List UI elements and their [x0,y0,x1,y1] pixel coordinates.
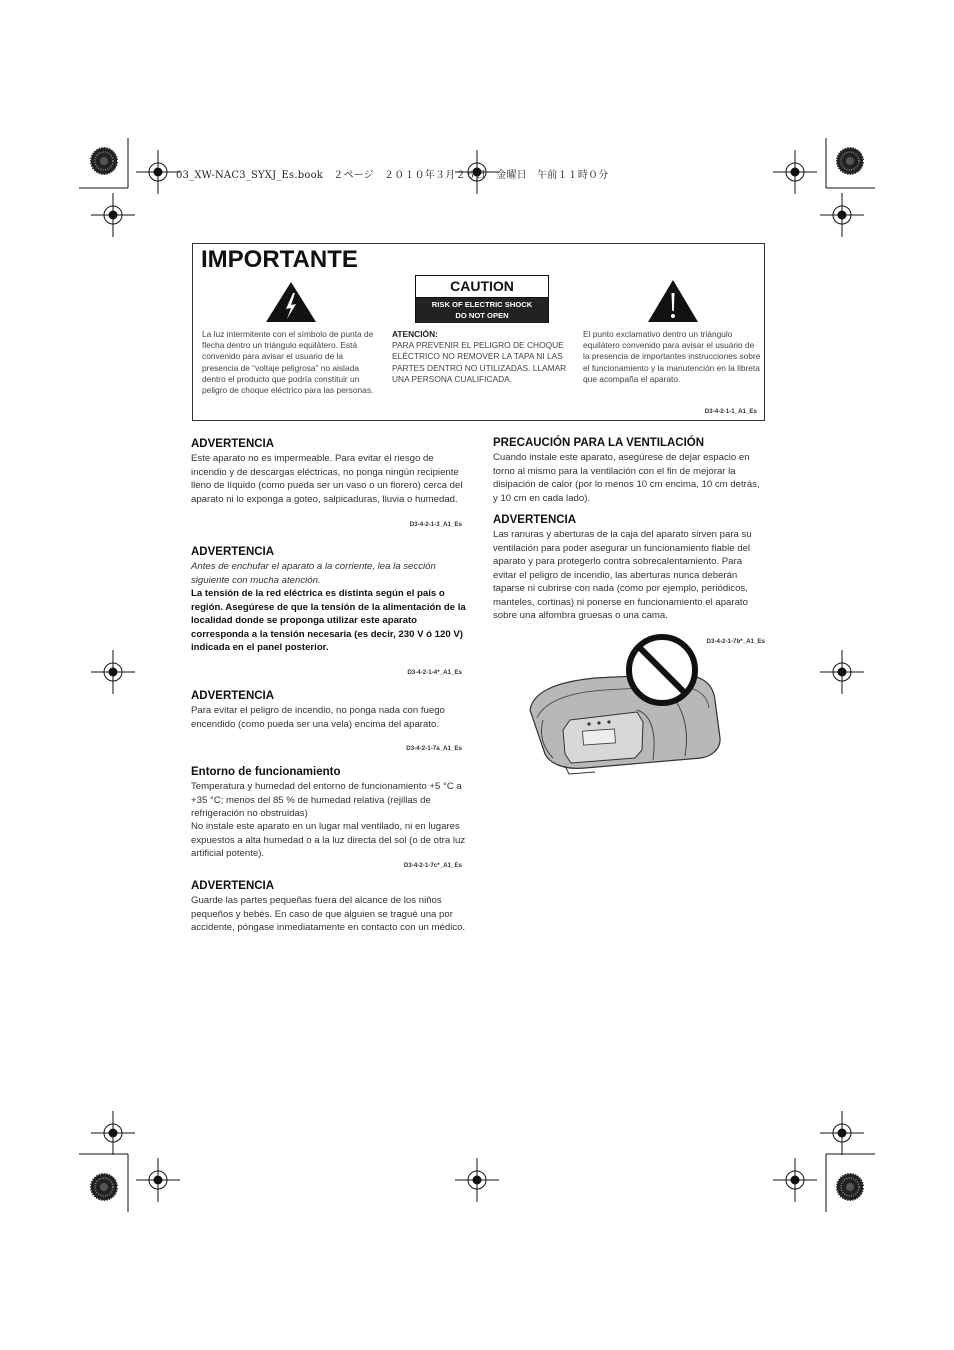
attention-text: PARA PREVENIR EL PELIGRO DE CHOQUE ELÉCTRICO NO REMOVER LA TAPA NI LAS PARTES DENTRO NO UTILIZADAS. LLAMAR UNA PERSONA CUALIFICADA. [392,340,567,384]
caution-subtitle [416,298,548,323]
ventilation-illustration [525,630,727,775]
left-s2-heading: ADVERTENCIA [191,546,275,558]
print-header: 03_XW-NAC3_SYXJ_Es.book ２ページ ２０１０年３月２６日 金曜日 午前１１時０分 [176,170,609,181]
left-s2-bold: La tensión de la red eléctrica es distinta según el país o región. Asegúrese de que la tensión de la alimentación de la localidad donde se proponga utilizar este aparato corresponda a la tensión necesaria (es decir, 230 V ó 120 V) indicada en el panel posterior. [191,588,466,653]
left-s4-text1: Temperatura y humedad del entorno de funcionamiento +5 °C a +35 °C; menos del 85 % de humedad relativa (rejillas de refrigeración no obstruidas) [191,781,462,819]
lightning-warning-icon [265,281,317,323]
left-s2-code: D3-4-2-1-4*_A1_Es [407,669,462,676]
left-s5-text: Guarde las partes pequeñas fuera del alcance de los niños pequeños y bebés. En caso de que alguien se tragué una por accidente, póngase inmediatamente en contacto con un médico. [191,895,466,933]
left-s5-heading: ADVERTENCIA [191,880,275,892]
left-s3-heading: ADVERTENCIA [191,690,275,702]
caution-title: CAUTION [416,276,548,298]
attention-block [392,329,570,385]
right-s1-text: Cuando instale este aparato, asegúrese de dejar espacio en torno al mismo para la ventilación con el fin de mejorar la disipación de calor (por lo menos 10 cm encima, 10 cm detrás, y 10 cm en cada lado). [493,452,760,504]
left-s1-heading: ADVERTENCIA [191,438,275,450]
right-s2-text: Las ranuras y aberturas de la caja del aparato sirven para su ventilación para poder asegurar un funcionamiento fiable del aparato y para protegerlo contra sobrecalentamiento. Para evitar el peligro de incendio, las aberturas nunca deberán taparse ni cubrirse con nada (como por ejemplo, periódicos, manteles, cortinas) ni ponerse en funcionamiento el aparato sobre una alfombra gruesas o una cama. [493,529,752,621]
left-s2-italic: Antes de enchufar el aparato a la corriente, lea la sección siguiente con mucha atención. [191,561,436,586]
exclamation-description: El punto exclamativo dentro un triángulo equilátero convenido para avisar el usuário de la presencia de importantes instrucciones sobre el funcionamiento y la manutención en la libreta que acompaña el aparato. [583,329,761,384]
left-s4-code: D3-4-2-1-7c*_A1_Es [403,862,462,869]
caution-sub-line2: DO NOT OPEN [455,310,509,320]
right-s2-heading: ADVERTENCIA [493,514,577,526]
right-s2-code: D3-4-2-1-7b*_A1_Es [706,638,765,645]
importante-code: D3-4-2-1-1_A1_Es [704,408,757,415]
right-s1-heading: PRECAUCIÓN PARA LA VENTILACIÓN [493,437,705,449]
caution-label [415,275,549,323]
lightning-description: La luz intermitente con el símbolo de punta de flecha dentro un triángulo equilátero. Está convenido para avisar el usuario de la presencia de “voltaje peligrosa” no aislada dentro el producto que podría constituir un peligro de choque eléctrico para las personas. [202,329,374,396]
exclamation-warning-icon [647,279,699,323]
left-s1-code: D3-4-2-1-3_A1_Es [409,521,462,528]
left-s4-heading: Entorno de funcionamiento [191,766,341,778]
left-s1-text: Este aparato no es impermeable. Para evitar el riesgo de incendio y de descargas eléctricas, no ponga ningún recipiente lleno de líquido (como pueda ser un vaso o un florero) cerca del aparato ni lo exponga a goteo, salpicaduras, lluvia o humedad. [191,453,463,505]
left-s3-text: Para evitar el peligro de incendio, no ponga nada con fuego encendido (como pueda ser una vela) encima del aparato. [191,705,445,730]
attention-heading: ATENCIÓN: [392,329,438,339]
left-s4-text2: No instale este aparato en un lugar mal ventilado, ni en lugares expuestos a alta humedad o a la luz directa del sol (o de otra luz artificial potente). [191,821,466,859]
caution-sub-line1: RISK OF ELECTRIC SHOCK [431,300,533,309]
left-s3-code: D3-4-2-1-7a_A1_Es [406,745,462,752]
importante-title: IMPORTANTE [201,246,358,273]
